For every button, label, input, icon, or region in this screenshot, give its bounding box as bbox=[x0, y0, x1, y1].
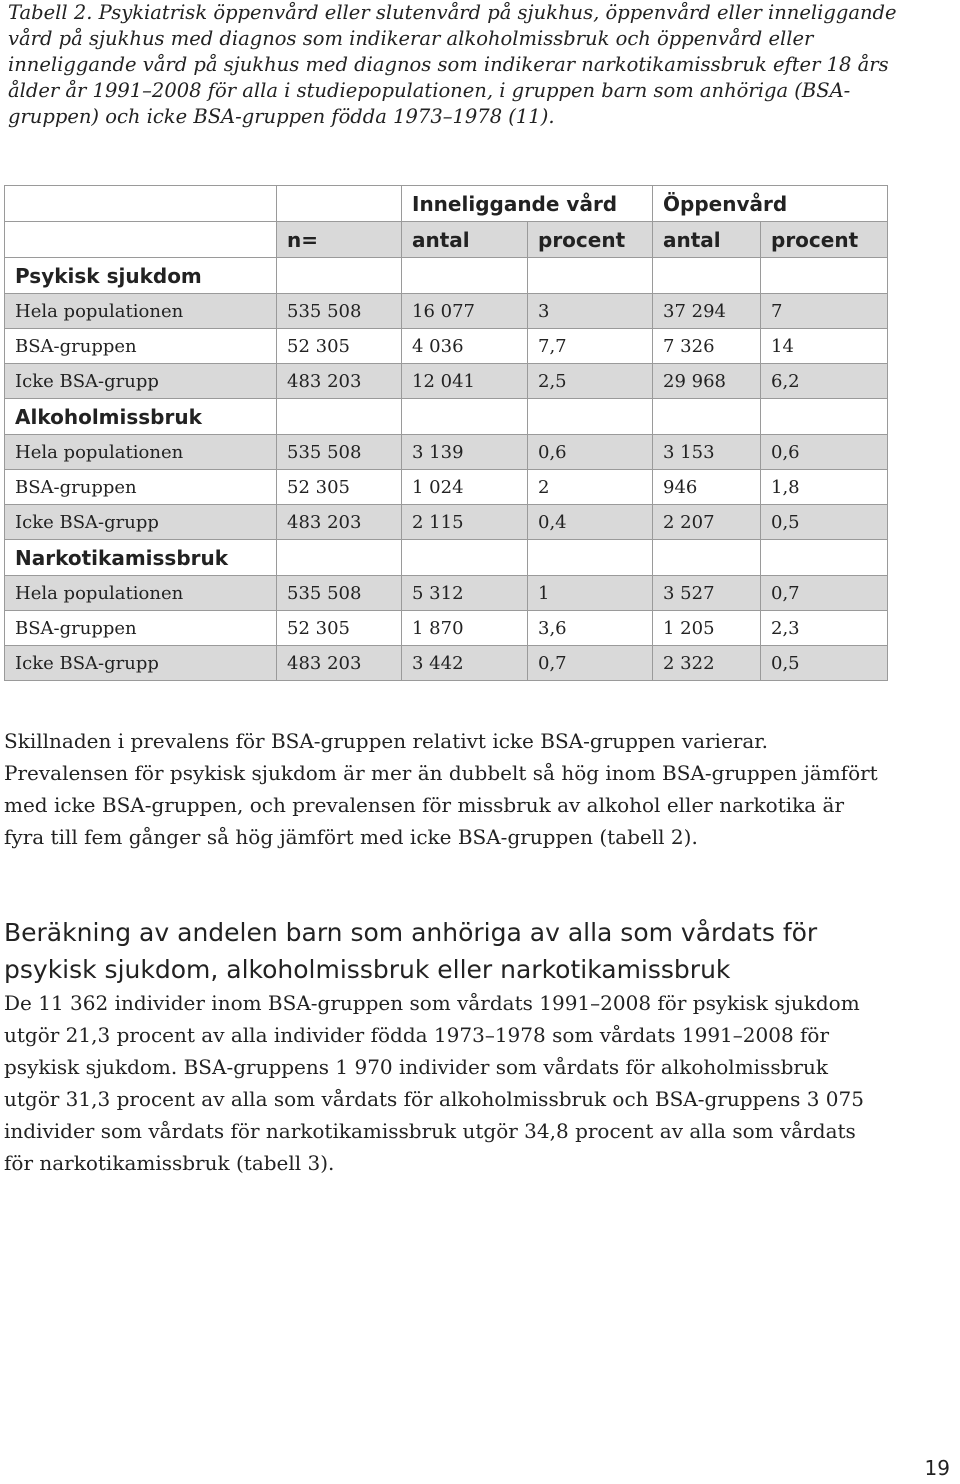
data-table bbox=[4, 185, 888, 681]
row-label: Hela populationen bbox=[5, 294, 277, 329]
table-cell: 29 968 bbox=[653, 364, 761, 399]
section-row bbox=[5, 399, 888, 435]
table-row bbox=[5, 435, 888, 470]
table-row bbox=[5, 294, 888, 329]
table-cell: 4 036 bbox=[402, 329, 528, 364]
table-cell: 3 139 bbox=[402, 435, 528, 470]
row-label: Icke BSA-grupp bbox=[5, 364, 277, 399]
table-cell: 0,5 bbox=[761, 646, 888, 681]
table-cell: 1,8 bbox=[761, 470, 888, 505]
row-label: BSA-gruppen bbox=[5, 329, 277, 364]
header-inpatient: Inneliggande vård bbox=[402, 186, 653, 222]
table-cell: 2 bbox=[528, 470, 653, 505]
table-cell: 483 203 bbox=[277, 505, 402, 540]
table-cell: 535 508 bbox=[277, 294, 402, 329]
section-blank-cell bbox=[277, 540, 402, 576]
section-blank-cell bbox=[528, 399, 653, 435]
table-cell: 0,4 bbox=[528, 505, 653, 540]
table-cell: 0,7 bbox=[528, 646, 653, 681]
table-header-group-row bbox=[5, 186, 888, 222]
section-blank-cell bbox=[653, 399, 761, 435]
header-procent-outpatient: procent bbox=[761, 222, 888, 258]
section-blank-cell bbox=[761, 399, 888, 435]
table-cell: 0,6 bbox=[761, 435, 888, 470]
table-cell: 52 305 bbox=[277, 329, 402, 364]
header-antal-inpatient: antal bbox=[402, 222, 528, 258]
row-label: Icke BSA-grupp bbox=[5, 505, 277, 540]
header-procent-inpatient: procent bbox=[528, 222, 653, 258]
table-cell: 3 442 bbox=[402, 646, 528, 681]
section-blank-cell bbox=[402, 258, 528, 294]
section-row bbox=[5, 540, 888, 576]
row-label: BSA-gruppen bbox=[5, 470, 277, 505]
row-label: BSA-gruppen bbox=[5, 611, 277, 646]
section-blank-cell bbox=[761, 540, 888, 576]
table-cell: 3 527 bbox=[653, 576, 761, 611]
table-row bbox=[5, 329, 888, 364]
section-blank-cell bbox=[528, 540, 653, 576]
table-cell: 483 203 bbox=[277, 646, 402, 681]
table-caption: Tabell 2. Psykiatrisk öppenvård eller slutenvård på sjukhus, öppenvård eller inneliggande vård på sjukhus med diagnos som indikerar alkoholmissbruk och öppenvård eller inneliggande vård på sjukhus med diagnos som indikerar narkotikamissbruk efter 18 års ålder år 1991–2008 för alla i studiepopulationen, i gruppen barn som anhöriga (BSA-gruppen) och icke BSA-gruppen födda 1973–1978 (11). bbox=[8, 1, 897, 128]
table-cell: 1 024 bbox=[402, 470, 528, 505]
table-header-cols-row bbox=[5, 222, 888, 258]
table-cell: 2 322 bbox=[653, 646, 761, 681]
paragraph-prevalence: Skillnaden i prevalens för BSA-gruppen relativt icke BSA-gruppen varierar. Prevalensen för psykisk sjukdom är mer än dubbelt så hög inom BSA-gruppen jämfört med icke BSA-gruppen, och prevalensen för missbruk av alkohol eller narkotika är fyra till fem gånger så hög jämfört med icke BSA-gruppen (tabell 2). bbox=[4, 729, 878, 849]
table-cell: 14 bbox=[761, 329, 888, 364]
table-cell: 7 bbox=[761, 294, 888, 329]
section-blank-cell bbox=[277, 399, 402, 435]
table-cell: 2 115 bbox=[402, 505, 528, 540]
table-cell: 1 205 bbox=[653, 611, 761, 646]
table-cell: 6,2 bbox=[761, 364, 888, 399]
table-cell: 2 207 bbox=[653, 505, 761, 540]
header-n: n= bbox=[277, 222, 402, 258]
table-row bbox=[5, 576, 888, 611]
section-blank-cell bbox=[277, 258, 402, 294]
table-cell: 0,6 bbox=[528, 435, 653, 470]
header-antal-outpatient: antal bbox=[653, 222, 761, 258]
table-cell: 535 508 bbox=[277, 435, 402, 470]
table-cell: 0,7 bbox=[761, 576, 888, 611]
row-label: Hela populationen bbox=[5, 576, 277, 611]
table-cell: 483 203 bbox=[277, 364, 402, 399]
table-cell: 16 077 bbox=[402, 294, 528, 329]
table-cell: 1 870 bbox=[402, 611, 528, 646]
table-cell: 3 153 bbox=[653, 435, 761, 470]
section-title: Alkoholmissbruk bbox=[5, 399, 277, 435]
table-cell: 946 bbox=[653, 470, 761, 505]
header-blank-cell bbox=[5, 186, 277, 222]
row-label: Icke BSA-grupp bbox=[5, 646, 277, 681]
table-row bbox=[5, 470, 888, 505]
table-cell: 52 305 bbox=[277, 470, 402, 505]
page-number: 19 bbox=[924, 1456, 950, 1480]
header-outpatient: Öppenvård bbox=[653, 186, 888, 222]
table-cell: 535 508 bbox=[277, 576, 402, 611]
table-row bbox=[5, 611, 888, 646]
table-cell: 3 bbox=[528, 294, 653, 329]
table-cell: 3,6 bbox=[528, 611, 653, 646]
table-row bbox=[5, 505, 888, 540]
section-blank-cell bbox=[653, 258, 761, 294]
table-row bbox=[5, 364, 888, 399]
paragraph-share: De 11 362 individer inom BSA-gruppen som vårdats 1991–2008 för psykisk sjukdom utgör 21,3 procent av alla individer födda 1973–1978 som vårdats 1991–2008 för psykisk sjukdom. BSA-gruppens 1 970 individer som vårdats för alkoholmissbruk utgör 31,3 procent av alla som vårdats för alkoholmissbruk och BSA-gruppens 3 075 individer som vårdats för narkotikamissbruk utgör 34,8 procent av alla som vårdats för narkotikamissbruk (tabell 3). bbox=[4, 991, 864, 1175]
section-blank-cell bbox=[528, 258, 653, 294]
section-row bbox=[5, 258, 888, 294]
section-heading: Beräkning av andelen barn som anhöriga av alla som vårdats för psykisk sjukdom, alkoholmissbruk eller narkotikamissbruk bbox=[4, 918, 818, 984]
table-cell: 12 041 bbox=[402, 364, 528, 399]
section-title: Psykisk sjukdom bbox=[5, 258, 277, 294]
table-cell: 7 326 bbox=[653, 329, 761, 364]
table-row bbox=[5, 646, 888, 681]
section-blank-cell bbox=[761, 258, 888, 294]
header-blank-cell bbox=[5, 222, 277, 258]
table-cell: 2,5 bbox=[528, 364, 653, 399]
section-blank-cell bbox=[402, 540, 528, 576]
header-blank-cell bbox=[277, 186, 402, 222]
section-blank-cell bbox=[653, 540, 761, 576]
section-title: Narkotikamissbruk bbox=[5, 540, 277, 576]
table-cell: 52 305 bbox=[277, 611, 402, 646]
row-label: Hela populationen bbox=[5, 435, 277, 470]
table-cell: 37 294 bbox=[653, 294, 761, 329]
table-cell: 7,7 bbox=[528, 329, 653, 364]
table-cell: 1 bbox=[528, 576, 653, 611]
table-cell: 0,5 bbox=[761, 505, 888, 540]
table-cell: 2,3 bbox=[761, 611, 888, 646]
section-blank-cell bbox=[402, 399, 528, 435]
table-cell: 5 312 bbox=[402, 576, 528, 611]
